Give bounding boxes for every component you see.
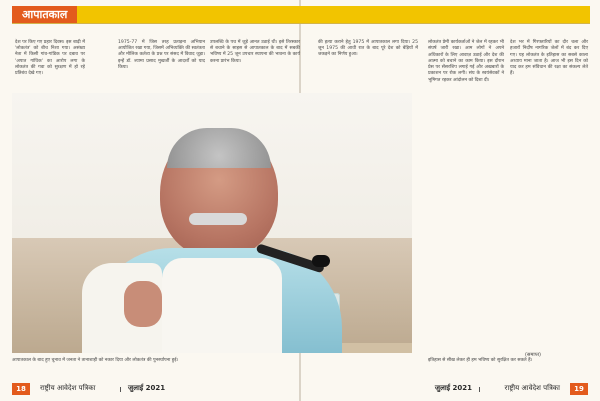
section-header-bar — [12, 6, 590, 23]
text-column-2: 1975-77 में जिस तरह प्रताड़ना अभियान आयोजित रखा गया, जिसमें अभिव्यक्ति की स्वतंत्रता और मौलिक कर्तव्य के प्रश्न पर संसद में विवाद जुड़ा। इन्हें डॉ. श्यामा प्रसाद मुखर्जी के आदर्शों को याद किया। — [118, 40, 205, 70]
magazine-name-left: राष्ट्रीय आवेदेश पत्रिका — [40, 384, 96, 392]
leader-photo — [12, 93, 412, 353]
text-column-3: उपलब्धि के पथ में जुड़े आनत उठाई थी। इसे तिरस्कार से बचाने के साहस से आपातकाल के बाद में सबकी भविष्य में 25 जून उपचार स्थापना की भावना के कार्य करना प्रारंभ किया। — [210, 40, 300, 64]
header-rule — [12, 23, 590, 24]
footer-left — [12, 383, 299, 395]
text-column-6: देश भर में गिरफ्तारियों का दौर चला और हजारों निर्दोष नागरिक जेलों में बंद कर दिए गए। यह लोकतंत्र के इतिहास का सबसे काला अध्याय माना जाता है। आज भी इस दिन को याद कर हम संविधान की रक्षा का संकल्प लेते हैं। — [510, 40, 588, 77]
issue-date-left: जुलाई 2021 — [128, 384, 166, 392]
signoff: (समाप्त) — [525, 352, 541, 358]
photo-kurta — [162, 258, 282, 353]
issue-date-right: जुलाई 2021 — [434, 384, 472, 392]
text-lower-left: आपातकाल के बाद हुए चुनाव में जनता ने तानाशाही को नकार दिया और लोकतंत्र की पुनर्स्थापना हुई। — [12, 358, 179, 363]
page-number-right: 19 — [570, 383, 588, 395]
text-column-1: देश पर किए गए प्रहार दिवस। इस बाढ़ी में 'लोकतंत्र' को बीच निशा गया। असंख्य नेता में किसी गांव-गांडिक पर दबाव पर 'अपात गांधिक' का आरोप लगा के लोकतंत्र की गवा को सुरक्षण में हो रहे प्रतिबंध देखे गए। — [15, 40, 85, 77]
section-title: आपातकाल — [12, 6, 77, 23]
footer-right — [301, 383, 588, 395]
footer-divider-right — [479, 387, 480, 392]
photo-hand — [124, 281, 162, 327]
magazine-name-right: राष्ट्रीय आवेदेश पत्रिका — [504, 384, 560, 392]
text-column-4: की हत्या कराने हेतु 1975 में आपातकाल लगा दिया। 25 जून 1975 की आधी रात के बाद पूरे देश को बेड़ियों में जकड़ने का निर्णय हुआ। — [318, 40, 418, 58]
photo-mustache — [189, 213, 247, 225]
text-column-5: लोकतंत्र प्रेमी कार्यकर्ताओं ने जेल में रहकर भी संघर्ष जारी रखा। आम लोगों ने अपने अधिकारों के लिए आवाज़ उठाई और देश की आत्मा को बचाने का काम किया। इस दौरान प्रेस पर सेंसरशिप लगाई गई और अखबारों के प्रकाशन पर रोक लगी। संघ के स्वयंसेवकों ने भूमिगत रहकर आंदोलन को दिशा दी। — [428, 40, 504, 83]
page-number-left: 18 — [12, 383, 30, 395]
footer-divider-left — [120, 387, 121, 392]
text-lower-right: इतिहास से सीख लेकर ही हम भविष्य को सुरक्षित कर सकते हैं। — [428, 358, 533, 363]
microphone-head — [312, 255, 330, 267]
